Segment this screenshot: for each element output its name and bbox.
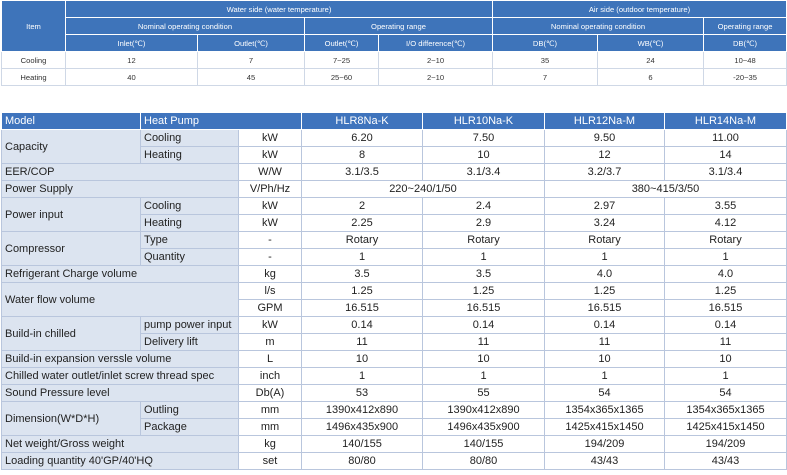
- table-row: [2, 385, 787, 402]
- cell: 1390x412x890: [302, 402, 423, 419]
- unit: set: [239, 453, 302, 470]
- dimension-label: Dimension(W*D*H): [2, 402, 141, 436]
- cell: 3.1/3.4: [665, 164, 787, 181]
- sub-header: DB(℃): [493, 35, 598, 52]
- unit: kW: [239, 198, 302, 215]
- table-row: [2, 283, 787, 300]
- cell: 140/155: [302, 436, 423, 453]
- cell: 1: [665, 249, 787, 266]
- cell: 2.97: [545, 198, 665, 215]
- cell: 2.9: [423, 215, 545, 232]
- power-supply-label: Power Supply: [2, 181, 239, 198]
- table-row: [2, 181, 787, 198]
- cell: Rotary: [665, 232, 787, 249]
- weight-label: Net weight/Gross weight: [2, 436, 239, 453]
- cell: 0.14: [302, 317, 423, 334]
- cell: 54: [545, 385, 665, 402]
- sub-header: Outlet(℃): [305, 35, 379, 52]
- cell: 25~60: [305, 69, 379, 86]
- cell: 2.4: [423, 198, 545, 215]
- table-row: [2, 52, 787, 69]
- table-row: [2, 317, 787, 334]
- model-name: HLR8Na-K: [302, 113, 423, 130]
- eer-label: EER/COP: [2, 164, 239, 181]
- cell: 4.0: [545, 266, 665, 283]
- unit: kg: [239, 266, 302, 283]
- table-row: [2, 198, 787, 215]
- water-side-header: Water side (water temperature): [66, 1, 493, 18]
- cell: 140/155: [423, 436, 545, 453]
- cell: 1: [302, 249, 423, 266]
- cell: 43/43: [545, 453, 665, 470]
- cell: -20~35: [704, 69, 787, 86]
- unit: mm: [239, 402, 302, 419]
- cell: 80/80: [302, 453, 423, 470]
- table-row: [2, 402, 787, 419]
- cell: 10: [545, 351, 665, 368]
- cell: 16.515: [665, 300, 787, 317]
- cell: 2~10: [379, 69, 493, 86]
- cell: 24: [598, 52, 704, 69]
- cell: 3.1/3.5: [302, 164, 423, 181]
- cell: 12: [545, 147, 665, 164]
- cell: 1496x435x900: [302, 419, 423, 436]
- loading-label: Loading quantity 40'GP/40'HQ: [2, 453, 239, 470]
- sound-label: Sound Pressure level: [2, 385, 239, 402]
- cell: 1: [423, 249, 545, 266]
- cell: 7: [198, 52, 305, 69]
- row-label: Heating: [2, 69, 66, 86]
- unit: mm: [239, 419, 302, 436]
- unit: kg: [239, 436, 302, 453]
- cell: 1.25: [302, 283, 423, 300]
- cell: 1354x365x1365: [545, 402, 665, 419]
- table-row: [2, 164, 787, 181]
- air-range-header: Operating range: [704, 18, 787, 35]
- cell: 10: [665, 351, 787, 368]
- cell: 43/43: [665, 453, 787, 470]
- cell: 7~25: [305, 52, 379, 69]
- cell: 0.14: [423, 317, 545, 334]
- cell: 12: [66, 52, 198, 69]
- cell: 0.14: [665, 317, 787, 334]
- table-row: [2, 368, 787, 385]
- pump-power-input-label: pump power input: [141, 317, 239, 334]
- compressor-type-label: Type: [141, 232, 239, 249]
- model-name: HLR10Na-K: [423, 113, 545, 130]
- unit: inch: [239, 368, 302, 385]
- cell: 11: [302, 334, 423, 351]
- cell: 1425x415x1450: [545, 419, 665, 436]
- item-header: Item: [2, 1, 66, 52]
- capacity-heating-label: Heating: [141, 147, 239, 164]
- cell: 3.55: [665, 198, 787, 215]
- cell: 10: [423, 351, 545, 368]
- table-row: [2, 69, 787, 86]
- cell: 6: [598, 69, 704, 86]
- table-row: [2, 232, 787, 249]
- unit: m: [239, 334, 302, 351]
- model-name: HLR14Na-M: [665, 113, 787, 130]
- cell: 8: [302, 147, 423, 164]
- cell: 55: [423, 385, 545, 402]
- cell: 54: [665, 385, 787, 402]
- chilled-water-label: Chilled water outlet/inlet screw thread spec: [2, 368, 239, 385]
- cell: 1390x412x890: [423, 402, 545, 419]
- cell: 194/209: [545, 436, 665, 453]
- cell: 1: [545, 249, 665, 266]
- cell: 80/80: [423, 453, 545, 470]
- cell: 6.20: [302, 130, 423, 147]
- cell: 1: [665, 368, 787, 385]
- cell: 194/209: [665, 436, 787, 453]
- power-input-heating-label: Heating: [141, 215, 239, 232]
- cell: 11.00: [665, 130, 787, 147]
- cell: 380~415/3/50: [545, 181, 787, 198]
- table-row: [2, 436, 787, 453]
- cell: 45: [198, 69, 305, 86]
- cell: 11: [423, 334, 545, 351]
- cell: 3.5: [423, 266, 545, 283]
- cell: Rotary: [302, 232, 423, 249]
- model-header: Model: [2, 113, 141, 130]
- refrigerant-label: Refrigerant Charge volume: [2, 266, 239, 283]
- delivery-lift-label: Delivery lift: [141, 334, 239, 351]
- heat-pump-header: Heat Pump: [141, 113, 302, 130]
- cell: 10: [423, 147, 545, 164]
- capacity-cooling-label: Cooling: [141, 130, 239, 147]
- compressor-label: Compressor: [2, 232, 141, 266]
- cell: 10~48: [704, 52, 787, 69]
- table-row: [2, 351, 787, 368]
- unit: Db(A): [239, 385, 302, 402]
- unit: GPM: [239, 300, 302, 317]
- cell: 1: [423, 368, 545, 385]
- build-in-chilled-label: Build-in chilled: [2, 317, 141, 351]
- row-label: Cooling: [2, 52, 66, 69]
- outling-label: Outling: [141, 402, 239, 419]
- capacity-label: Capacity: [2, 130, 141, 164]
- power-input-label: Power input: [2, 198, 141, 232]
- unit: kW: [239, 215, 302, 232]
- cell: 40: [66, 69, 198, 86]
- sub-header: I/O difference(℃): [379, 35, 493, 52]
- sub-header: WB(℃): [598, 35, 704, 52]
- cell: 9.50: [545, 130, 665, 147]
- power-input-cooling-label: Cooling: [141, 198, 239, 215]
- package-label: Package: [141, 419, 239, 436]
- table-row: [2, 453, 787, 470]
- cell: 4.12: [665, 215, 787, 232]
- cell: 3.5: [302, 266, 423, 283]
- cell: 220~240/1/50: [302, 181, 545, 198]
- unit: L: [239, 351, 302, 368]
- unit: kW: [239, 147, 302, 164]
- cell: 1: [302, 368, 423, 385]
- cell: 3.2/3.7: [545, 164, 665, 181]
- water-flow-label: Water flow volume: [2, 283, 239, 317]
- cell: Rotary: [423, 232, 545, 249]
- unit: -: [239, 249, 302, 266]
- cell: 11: [545, 334, 665, 351]
- air-nominal-header: Nominal operating condition: [493, 18, 704, 35]
- specification-table: [1, 112, 787, 470]
- cell: 2: [302, 198, 423, 215]
- cell: 1: [545, 368, 665, 385]
- cell: 2~10: [379, 52, 493, 69]
- unit: kW: [239, 317, 302, 334]
- cell: 1354x365x1365: [665, 402, 787, 419]
- nominal-header: Nominal operating condition: [66, 18, 305, 35]
- cell: 3.24: [545, 215, 665, 232]
- cell: 35: [493, 52, 598, 69]
- table-row: [2, 266, 787, 283]
- cell: 1.25: [545, 283, 665, 300]
- cell: 1.25: [423, 283, 545, 300]
- unit: -: [239, 232, 302, 249]
- cell: 16.515: [302, 300, 423, 317]
- cell: 16.515: [545, 300, 665, 317]
- unit: kW: [239, 130, 302, 147]
- unit: V/Ph/Hz: [239, 181, 302, 198]
- cell: 16.515: [423, 300, 545, 317]
- sub-header: Inlet(℃): [66, 35, 198, 52]
- range-header: Operating range: [305, 18, 493, 35]
- unit: W/W: [239, 164, 302, 181]
- cell: 1425x415x1450: [665, 419, 787, 436]
- cell: 14: [665, 147, 787, 164]
- table-row: [2, 130, 787, 147]
- cell: 4.0: [665, 266, 787, 283]
- unit: l/s: [239, 283, 302, 300]
- cell: 11: [665, 334, 787, 351]
- cell: 0.14: [545, 317, 665, 334]
- air-side-header: Air side (outdoor temperature): [493, 1, 787, 18]
- operating-conditions-table: [1, 0, 787, 86]
- cell: 53: [302, 385, 423, 402]
- cell: 7: [493, 69, 598, 86]
- cell: 10: [302, 351, 423, 368]
- cell: Rotary: [545, 232, 665, 249]
- cell: 2.25: [302, 215, 423, 232]
- expansion-label: Build-in expansion verssle volume: [2, 351, 239, 368]
- cell: 1496x435x900: [423, 419, 545, 436]
- sub-header: Outlet(℃): [198, 35, 305, 52]
- cell: 1.25: [665, 283, 787, 300]
- cell: 7.50: [423, 130, 545, 147]
- sub-header: DB(℃): [704, 35, 787, 52]
- model-name: HLR12Na-M: [545, 113, 665, 130]
- cell: 3.1/3.4: [423, 164, 545, 181]
- compressor-quantity-label: Quantity: [141, 249, 239, 266]
